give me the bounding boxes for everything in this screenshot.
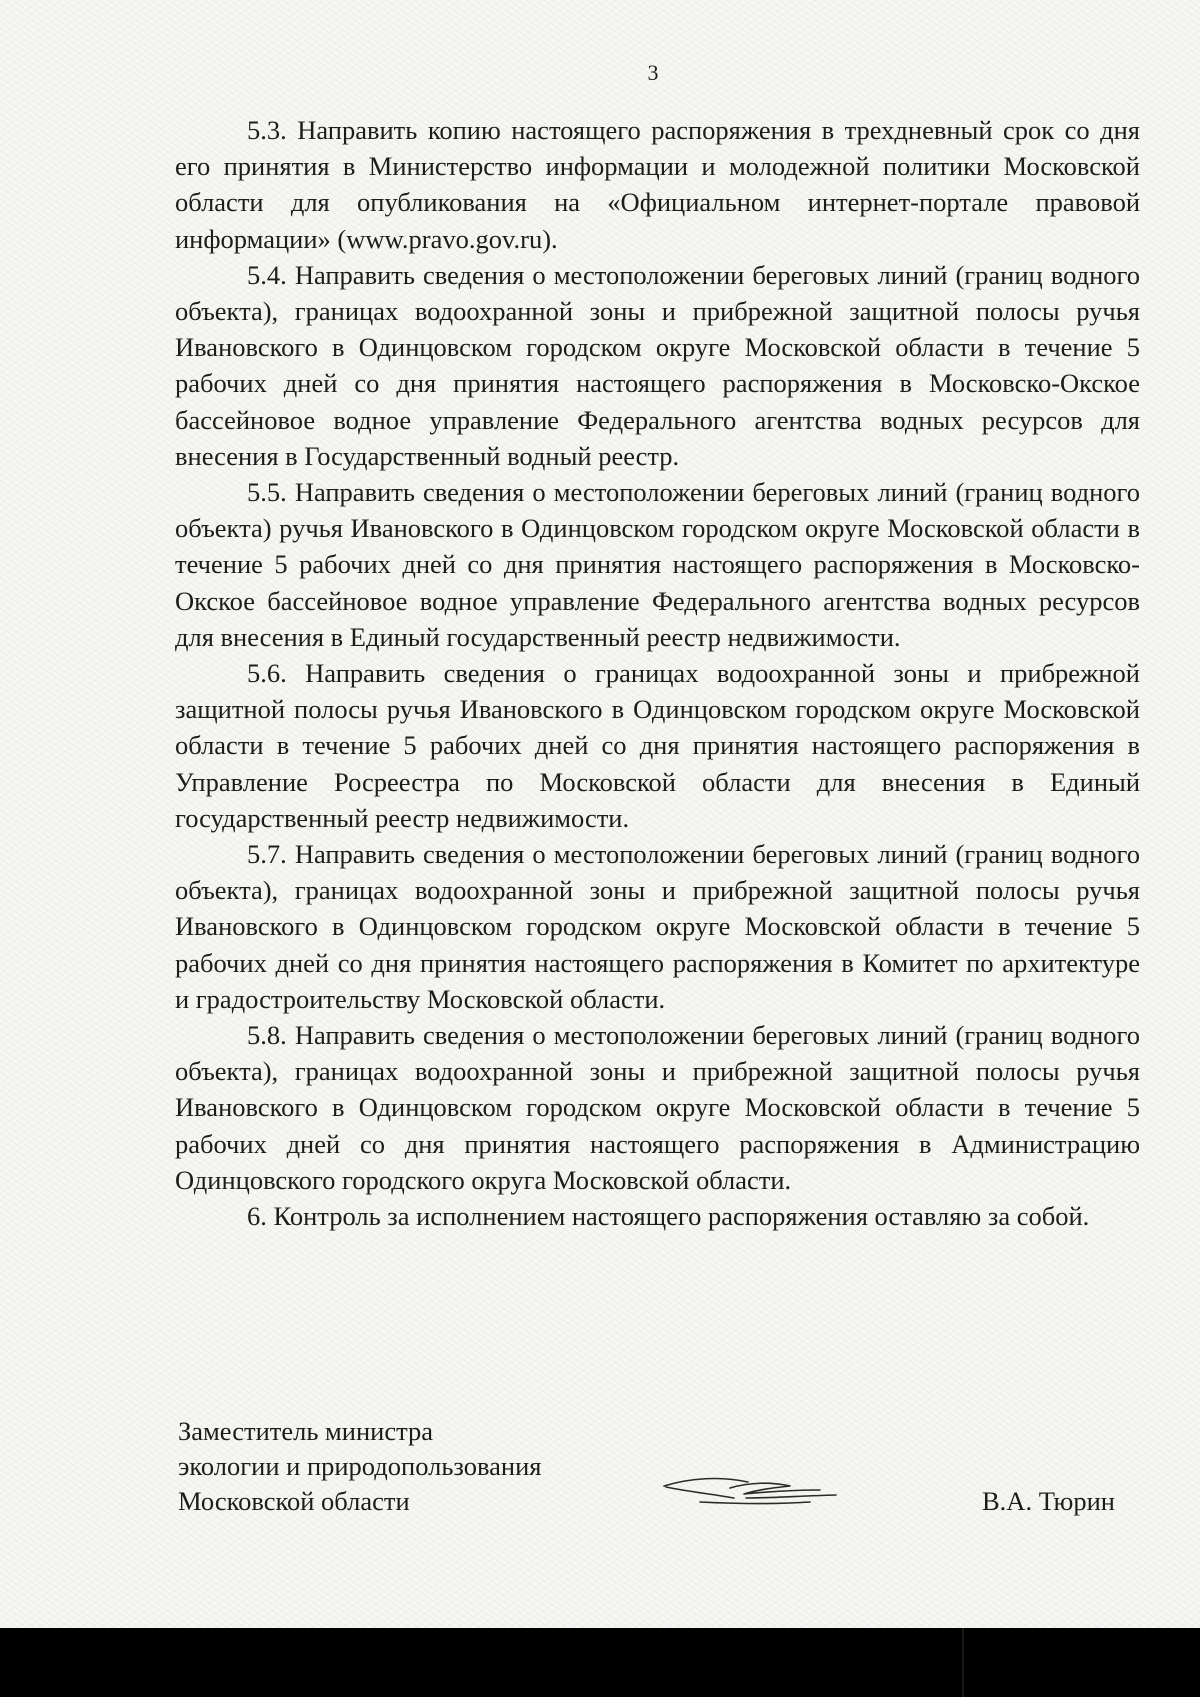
page-number: 3: [647, 60, 659, 85]
document-body: [175, 112, 1140, 1234]
position-line: экологии и природопользования: [178, 1451, 542, 1481]
scan-border: [0, 1628, 1200, 1697]
signatory-position: [178, 1414, 541, 1519]
paragraph-5-5: 5.5. Направить сведения о местоположении береговых линий (границ водного объекта) ручья Ивановского в Одинцовском городском округе Московской области в течение 5 рабочих дней со дня принятия настоящего распоряжения в Московско-Окское бассейновое водное управление Федерального агентства водных ресурсов для внесения в Единый государственный реестр недвижимости.: [175, 477, 1140, 652]
paragraph-5-7: 5.7. Направить сведения о местоположении береговых линий (границ водного объекта), границах водоохранной зоны и прибрежной защитной полосы ручья Ивановского в Одинцовском городском округе Московской области в течение 5 рабочих дней со дня принятия настоящего распоряжения в Комитет по архитектуре и градостроительству Московской области.: [175, 839, 1140, 1014]
paragraph-5-4: 5.4. Направить сведения о местоположении береговых линий (границ водного объекта), границах водоохранной зоны и прибрежной защитной полосы ручья Ивановского в Одинцовском городском округе Московской области в течение 5 рабочих дней со дня принятия настоящего распоряжения в Московско-Окское бассейновое водное управление Федерального агентства водных ресурсов для внесения в Государственный водный реестр.: [175, 259, 1140, 471]
paragraph-5-6: 5.6. Направить сведения о границах водоохранной зоны и прибрежной защитной полосы ручья Ивановского в Одинцовском городском округе Московской области в течение 5 рабочих дней со дня принятия настоящего распоряжения в Управление Росреестра по Московской области для внесения в Единый государственный реестр недвижимости.: [175, 658, 1140, 833]
position-line: Московской области: [178, 1486, 410, 1516]
paragraph-6: 6. Контроль за исполнением настоящего распоряжения оставляю за собой.: [247, 1201, 1090, 1232]
scan-border-divider: [962, 1628, 964, 1697]
paragraph-5-3: 5.3. Направить копию настоящего распоряжения в трехдневный срок со дня его принятия в Министерство информации и молодежной политики Московской области для опубликования на «Официальном интернет-портале правовой информации» (www.pravo.gov.ru).: [175, 115, 1140, 254]
handwritten-signature: [660, 1468, 840, 1510]
position-line: Заместитель министра: [178, 1416, 434, 1446]
paragraph-5-8: 5.8. Направить сведения о местоположении береговых линий (границ водного объекта), границах водоохранной зоны и прибрежной защитной полосы ручья Ивановского в Одинцовском городском округе Московской области в течение 5 рабочих дней со дня принятия настоящего распоряжения в Администрацию Одинцовского городского округа Московской области.: [175, 1020, 1140, 1195]
signer-name: В.А. Тюрин: [982, 1486, 1115, 1516]
